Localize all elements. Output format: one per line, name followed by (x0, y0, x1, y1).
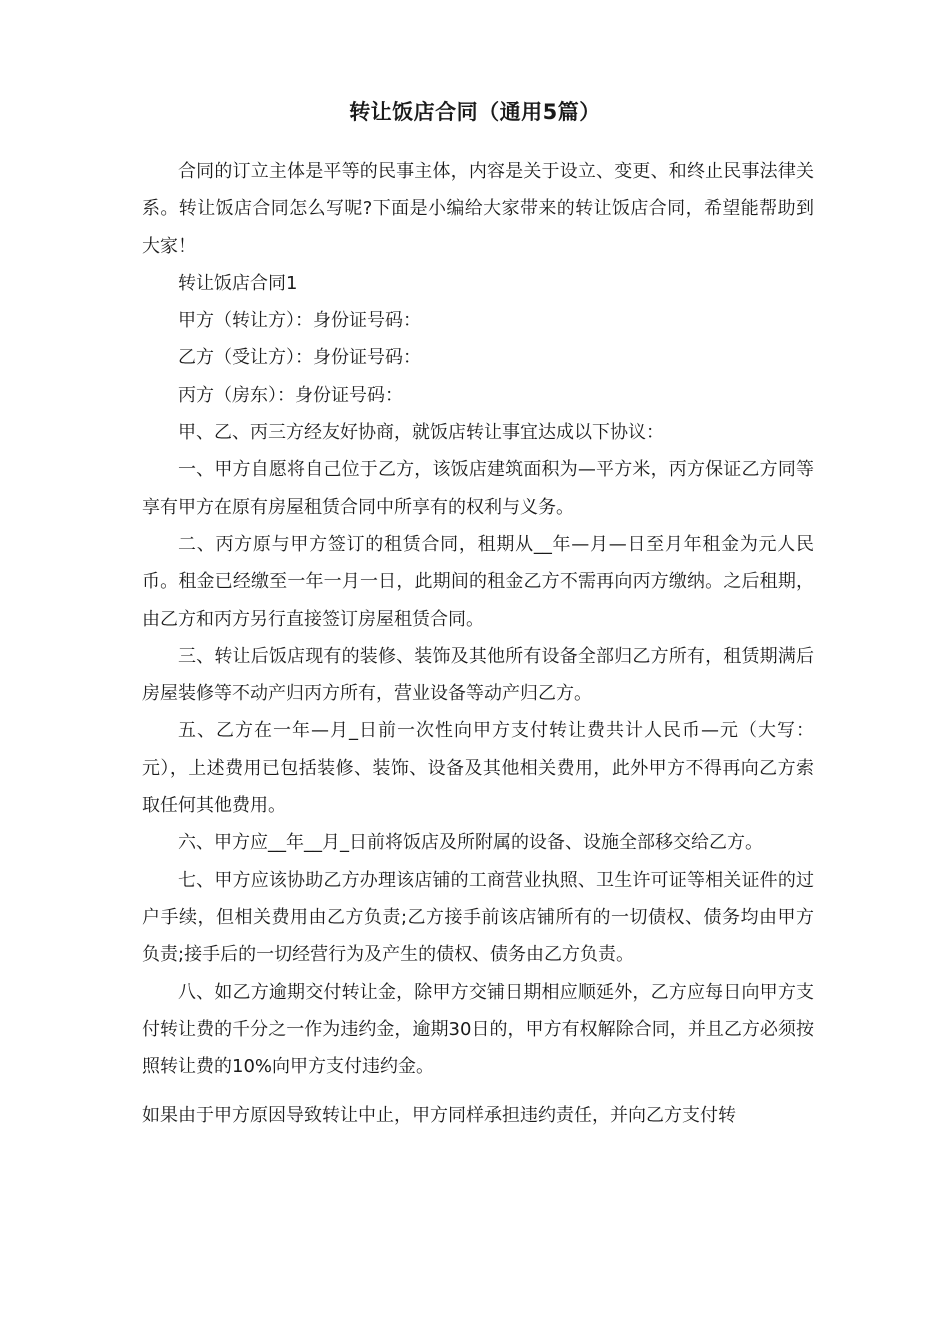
section-heading: 转让饭店合同1 (178, 272, 298, 294)
intro-paragraph: 合同的订立主体是平等的民事主体，内容是关于设立、变更、和终止民事法律关系。转让饭店合同怎么写呢?下面是小编给大家带来的转让饭店合同，希望能帮助到大家！ (142, 161, 814, 257)
continuation-paragraph: 如果由于甲方原因导致转让中止，甲方同样承担违约责任，并向乙方支付转 (142, 1105, 736, 1127)
party-c-line: 丙方（房东）：身份证号码： (178, 384, 403, 406)
document-title: 转让饭店合同（通用5篇） (349, 100, 601, 124)
document-body (142, 153, 814, 1135)
clause-3: 三、转让后饭店现有的装修、装饰及其他所有设备全部归乙方所有，租赁期满后房屋装修等不动产归丙方所有，营业设备等动产归乙方。 (142, 645, 814, 705)
clause-1: 一、甲方自愿将自己位于乙方，该饭店建筑面积为—平方米，丙方保证乙方同等享有甲方在原有房屋租赁合同中所享有的权利与义务。 (142, 459, 814, 518)
clause-7: 七、甲方应该协助乙方办理该店铺的工商营业执照、卫生许可证等相关证件的过户手续，但相关费用由乙方负责;乙方接手前该店铺所有的一切债权、债务均由甲方负责;接手后的一切经营行为及产生的债权、债务由乙方负责。 (142, 869, 814, 966)
clause-5: 五、乙方在一年—月_日前一次性向甲方支付转让费共计人民币—元（大写：元），上述费用已包括装修、装饰、设备及其他相关费用，此外甲方不得再向乙方索取任何其他费用。 (142, 720, 814, 817)
party-b-line: 乙方（受让方）：身份证号码： (178, 347, 421, 369)
clause-6: 六、甲方应__年__月_日前将饭店及所附属的设备、设施全部移交给乙方。 (178, 832, 763, 854)
clause-2: 二、丙方原与甲方签订的租赁合同，租期从__年—月—日至月年租金为元人民币。租金已经缴至一年一月一日，此期间的租金乙方不需再向丙方缴纳。之后租期，由乙方和丙方另行直接签订房屋租赁合同。 (142, 533, 814, 630)
party-a-line: 甲方（转让方）：身份证号码： (178, 310, 421, 332)
agreement-preamble: 甲、乙、丙三方经友好协商，就饭店转让事宜达成以下协议： (178, 422, 664, 444)
clause-8: 八、如乙方逾期交付转让金，除甲方交铺日期相应顺延外，乙方应每日向甲方支付转让费的千分之一作为违约金，逾期30日的，甲方有权解除合同，并且乙方必须按照转让费的10%向甲方支付违约金。 (142, 981, 814, 1078)
